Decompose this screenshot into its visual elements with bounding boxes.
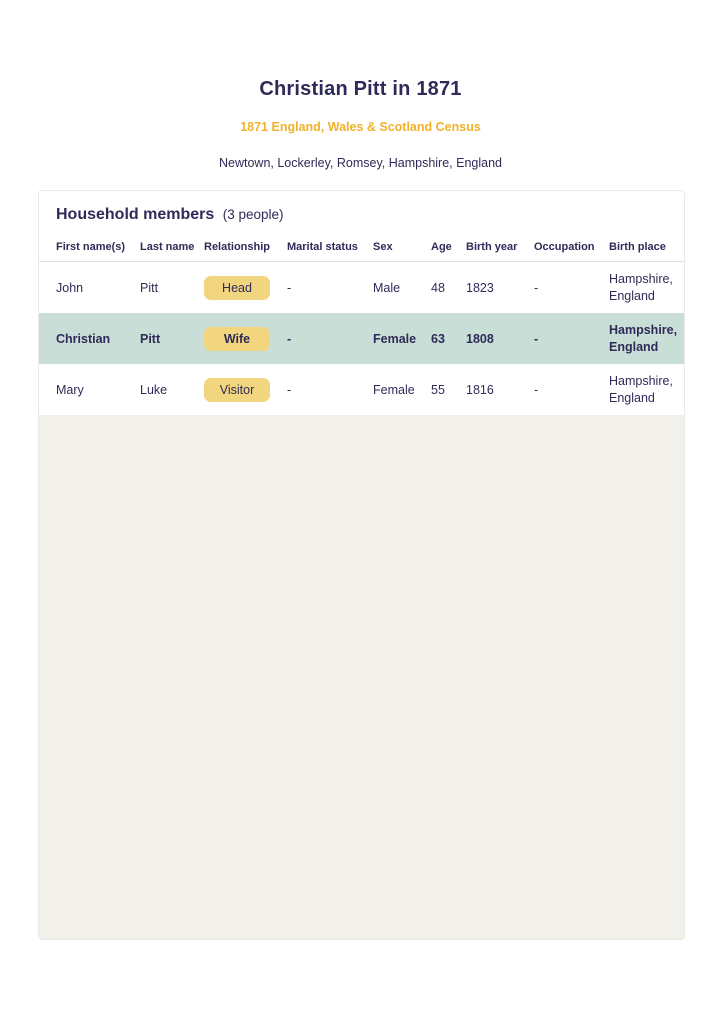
col-header-marital-status: Marital status xyxy=(287,241,358,253)
table-row-highlighted[interactable] xyxy=(39,313,684,364)
col-header-relationship: Relationship xyxy=(204,241,271,253)
household-members-count: (3 people) xyxy=(222,207,284,222)
card-empty-area xyxy=(39,415,684,939)
cell-birth-place: Hampshire, England xyxy=(609,322,678,354)
cell-first-name: Mary xyxy=(56,382,84,397)
cell-marital-status: - xyxy=(287,331,292,346)
cell-last-name: Pitt xyxy=(140,280,159,295)
cell-occupation: - xyxy=(534,331,539,346)
cell-relationship xyxy=(204,378,287,402)
record-location: Newtown, Lockerley, Romsey, Hampshire, England xyxy=(219,156,502,170)
cell-marital-status: - xyxy=(287,280,292,295)
col-header-occupation: Occupation xyxy=(534,241,595,253)
page-title: Christian Pitt in 1871 xyxy=(259,78,462,100)
col-header-last-name: Last name xyxy=(140,241,195,253)
table-row[interactable] xyxy=(39,262,684,313)
cell-birth-year: 1823 xyxy=(466,280,494,295)
cell-first-name: Christian xyxy=(56,331,111,346)
cell-occupation: - xyxy=(534,280,539,295)
household-members-card xyxy=(38,190,685,940)
cell-last-name: Pitt xyxy=(140,331,161,346)
cell-age: 63 xyxy=(431,331,445,346)
cell-relationship xyxy=(204,276,287,300)
cell-age: 48 xyxy=(431,280,445,295)
cell-first-name: John xyxy=(56,280,84,295)
relationship-badge: Wife xyxy=(204,327,270,351)
cell-marital-status: - xyxy=(287,382,292,397)
relationship-badge: Visitor xyxy=(204,378,270,402)
cell-age: 55 xyxy=(431,382,445,397)
col-header-sex: Sex xyxy=(373,241,393,253)
cell-sex: Male xyxy=(373,280,401,295)
cell-birth-place: Hampshire, England xyxy=(609,373,673,405)
cell-occupation: - xyxy=(534,382,539,397)
record-header xyxy=(0,0,721,170)
cell-birth-place: Hampshire, England xyxy=(609,271,673,303)
cell-relationship xyxy=(204,327,287,351)
table-header-row xyxy=(39,233,684,262)
household-members-title: Household members xyxy=(56,206,215,223)
col-header-first-name: First name(s) xyxy=(56,241,126,253)
cell-last-name: Luke xyxy=(140,382,168,397)
collection-link[interactable]: 1871 England, Wales & Scotland Census xyxy=(240,120,481,134)
relationship-badge: Head xyxy=(204,276,270,300)
col-header-birth-year: Birth year xyxy=(466,241,518,253)
col-header-birth-place: Birth place xyxy=(609,241,666,253)
col-header-age: Age xyxy=(431,241,452,253)
cell-sex: Female xyxy=(373,331,417,346)
table-row[interactable] xyxy=(39,364,684,415)
cell-birth-year: 1808 xyxy=(466,331,494,346)
cell-sex: Female xyxy=(373,382,415,397)
cell-birth-year: 1816 xyxy=(466,382,494,397)
household-members-header xyxy=(39,191,684,233)
